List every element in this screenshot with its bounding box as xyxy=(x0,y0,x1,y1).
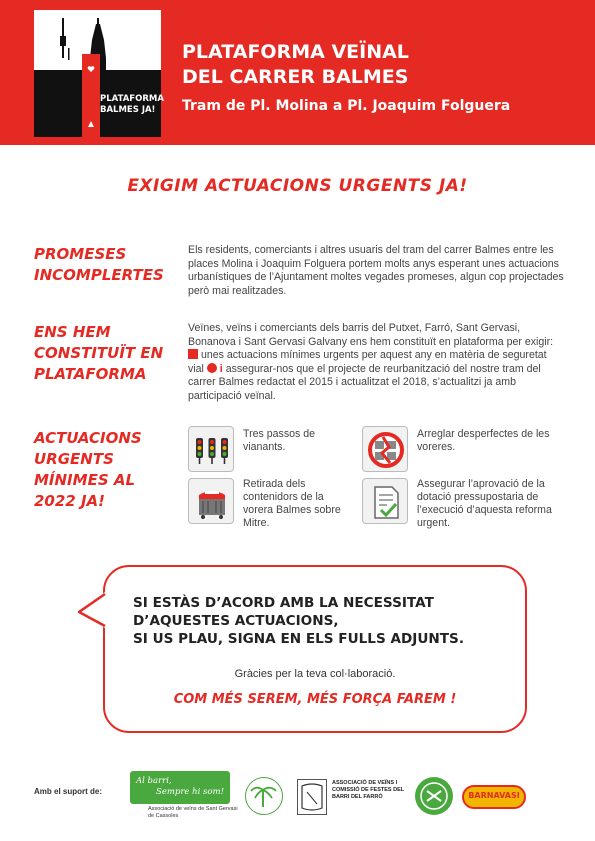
ribbon-icon xyxy=(415,777,453,815)
sponsor-logo-palm xyxy=(245,777,283,815)
callout-line: D’AQUESTES ACTUACIONS, xyxy=(133,613,339,629)
sponsor-logo-farro-comerc xyxy=(415,777,453,815)
logo-text-line1: PLATAFORMA xyxy=(100,94,164,104)
section-constituit-text xyxy=(188,322,564,403)
section-title-line: MÍNIMES AL xyxy=(34,471,136,489)
section-title-line: URGENTS xyxy=(34,450,114,468)
section-title-line: CONSTITUÏT EN xyxy=(34,344,164,362)
triangle-icon xyxy=(87,120,95,128)
sponsor-logo-al-barri xyxy=(130,771,230,804)
sponsor-line: Al barri, xyxy=(136,776,172,786)
plataforma-logo xyxy=(34,10,164,137)
callout-slogan: COM MÉS SEREM, MÉS FORÇA FAREM ! xyxy=(173,692,457,707)
main-heading: EXIGIM ACTUACIONS URGENTS JA! xyxy=(127,176,468,196)
page-title-line2: DEL CARRER BALMES xyxy=(182,66,409,88)
callout-line: SI ESTÀS D’ACORD AMB LA NECESSITAT xyxy=(133,595,434,611)
sponsor-assoc-text: ASSOCIACIÓ DE VEÏNS I COMISSIÓ DE FESTES DEL BARRI DEL FARRÓ xyxy=(332,780,405,800)
speech-bubble-tail-icon xyxy=(78,592,118,632)
section-title-line: PROMESES xyxy=(34,245,127,263)
sponsor-logo-farro-assoc xyxy=(297,779,327,815)
section-title-line: INCOMPLERTES xyxy=(34,266,164,284)
section-title-line: ACTUACIONS xyxy=(34,429,142,447)
constituit-text-a: Veïnes, veïns i comerciants dels barris del Putxet, Farró, Sant Gervasi, Bonanova i Sant Gervasi Galvany ens hem constituït en plataforma per exigir: xyxy=(188,322,554,348)
section-title-line: ENS HEM xyxy=(34,323,111,341)
section-constituit-title xyxy=(34,322,169,385)
sponsor-sub-text: Associació de veïns de Sant Gervasi de Cassoles xyxy=(148,806,238,819)
page-subtitle: Tram de Pl. Molina a Pl. Joaquim Folguera xyxy=(182,98,511,114)
barnavasi-text: BARNAVASI xyxy=(468,791,520,800)
sponsor-logo-barnavasi xyxy=(462,783,526,811)
constituit-text-i: i xyxy=(219,362,223,375)
heart-icon xyxy=(87,65,95,73)
farro-emblem-icon xyxy=(298,780,326,814)
footer-support-label: Amb el suport de: xyxy=(34,787,103,796)
action-text: Retirada dels contenidors de la vorera Balmes sobre Mitre. xyxy=(243,478,341,529)
callout-bubble xyxy=(103,565,527,733)
container-icon xyxy=(188,478,234,524)
constituit-text-c: assegurar-nos que el projecte de reurbanització del nostre tram del carrer Balmes redactat el 2015 i actualitzat el 2018, s’actualitzi ja amb participació veïnal. xyxy=(188,362,541,402)
traffic-light-icon xyxy=(188,426,234,472)
constituit-text-b: unes actuacions mínimes urgents per aquest any en matèria de seguretat vial xyxy=(188,349,547,375)
action-text: Tres passos de vianants. xyxy=(243,428,316,453)
callout-main-text xyxy=(133,594,513,648)
broken-sidewalk-icon xyxy=(362,426,408,472)
section-title-line: 2022 JA! xyxy=(34,492,106,510)
page-title-line1: PLATAFORMA VEÏNAL xyxy=(182,41,409,63)
action-text: Arreglar desperfectes de les voreres. xyxy=(417,428,550,453)
palm-tree-icon xyxy=(246,778,281,813)
red-circle-icon xyxy=(207,363,217,373)
page-title xyxy=(182,40,582,90)
section-promeses-text: Els residents, comerciants i altres usuaris del tram del carrer Balmes entre les places Molina i Joaquim Folguera portem molts anys esperant unes actuacions urbanístiques de l’Ajuntament moltes vegades promeses, algun cop projectades però mai realitzades. xyxy=(188,244,564,297)
document-check-icon xyxy=(362,478,408,524)
section-title-line: PLATAFORMA xyxy=(34,365,147,383)
logo-text-line2: BALMES JA! xyxy=(100,105,156,115)
header-banner xyxy=(0,0,595,145)
section-actuacions-title xyxy=(34,428,169,512)
sponsor-line: Sempre hi som! xyxy=(156,787,224,797)
callout-thanks: Gràcies per la teva col·laboració. xyxy=(234,668,396,680)
callout-line: SI US PLAU, SIGNA EN ELS FULLS ADJUNTS. xyxy=(133,631,464,647)
section-promeses-title xyxy=(34,244,169,286)
action-text: Assegurar l’aprovació de la dotació pressupostaria de l’execució d’aquesta reforma urgent. xyxy=(417,478,552,529)
red-square-icon xyxy=(188,349,198,359)
logo-text xyxy=(100,94,164,116)
